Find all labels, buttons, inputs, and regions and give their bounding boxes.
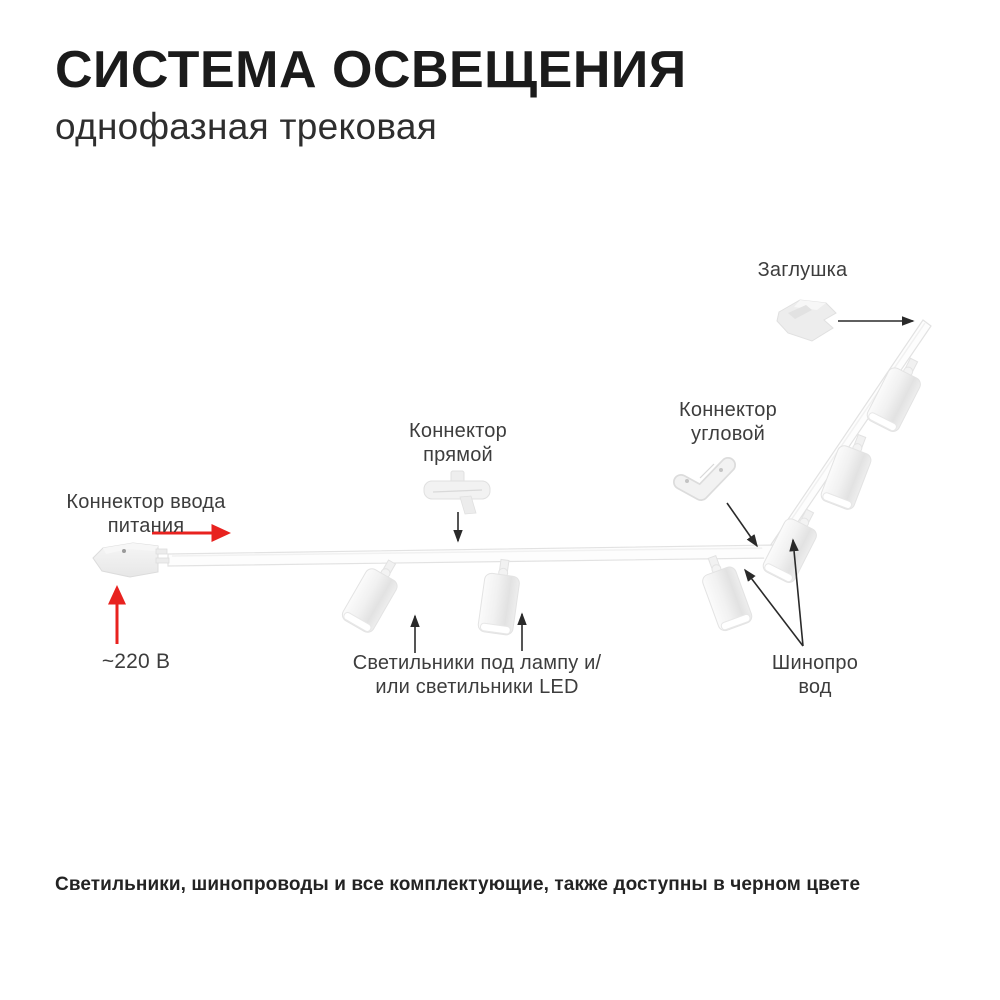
arrow-corner-connector-to-track xyxy=(727,503,757,546)
busbar-label xyxy=(755,652,875,699)
header xyxy=(55,41,687,148)
busbar-track-horizontal xyxy=(168,545,774,566)
straight-connector-label: Коннектор прямой xyxy=(409,420,507,466)
corner-connector-icon xyxy=(681,464,728,493)
busbar-label-line1: Шинопро xyxy=(771,652,859,674)
straight-connector-icon xyxy=(424,471,490,514)
power-input-connector-icon xyxy=(93,543,169,577)
arrow-busbar-label-to-horizontal-track xyxy=(745,570,803,646)
page-title: СИСТЕМА ОСВЕЩЕНИЯ xyxy=(55,41,687,99)
spotlight-icon xyxy=(477,558,522,636)
fixtures-label: Светильники под лампу и/или светильники LED xyxy=(352,652,602,698)
spotlight-icon xyxy=(340,553,407,635)
power-input-connector-label: Коннектор ввода питания xyxy=(66,491,226,537)
footer-note: Светильники, шинопроводы и все комплектующие, также доступны в черном цвете xyxy=(55,874,861,895)
spotlight-icon xyxy=(696,551,754,633)
end-cap-icon xyxy=(777,300,836,341)
busbar-label-line2: вод xyxy=(798,675,832,698)
voltage-label: ~220 В xyxy=(101,650,171,673)
page-subtitle: однофазная трековая xyxy=(55,106,438,147)
end-cap-label: Заглушка xyxy=(757,259,848,281)
corner-connector-label: Коннектор угловой xyxy=(679,399,777,445)
